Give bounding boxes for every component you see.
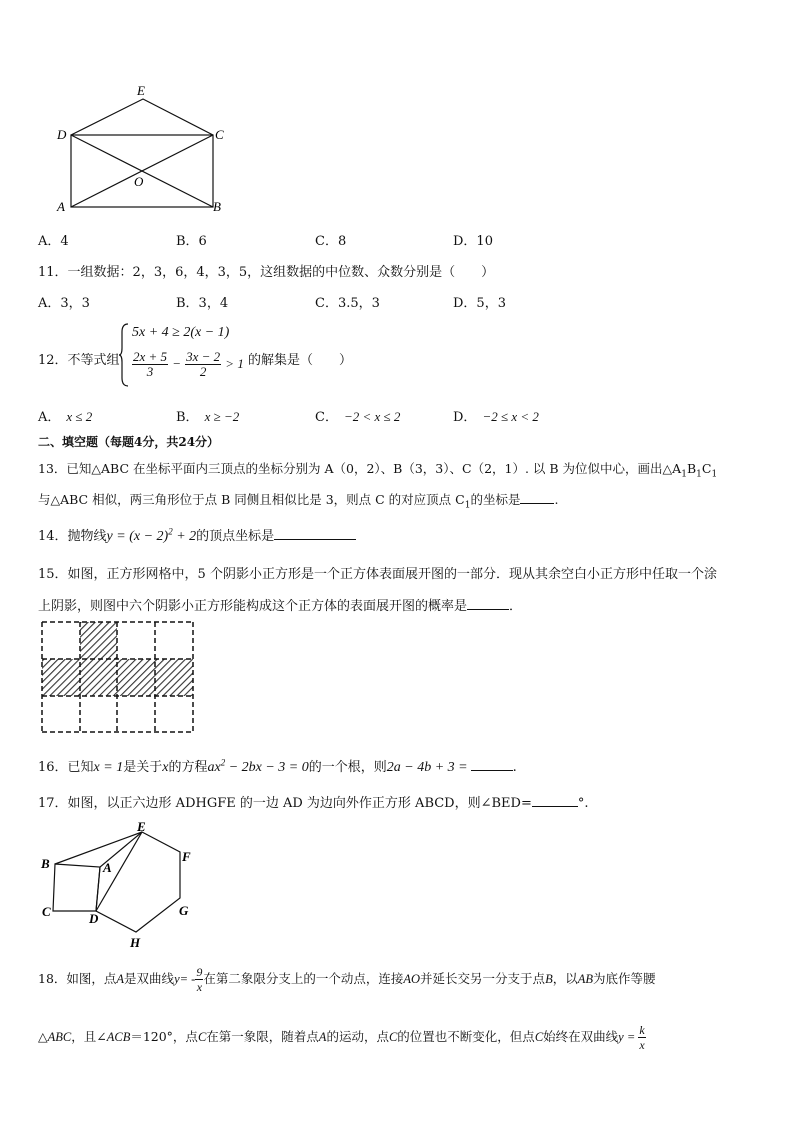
hexagon-adhgfe bbox=[96, 832, 180, 932]
shaded-square-row2-3 bbox=[117, 659, 155, 696]
fig17-label-d: D bbox=[89, 911, 99, 926]
fig17-label-g: G bbox=[179, 903, 189, 918]
q12-suffix: 的解集是（ ） bbox=[248, 353, 353, 368]
q13-answer-blank[interactable] bbox=[520, 491, 554, 504]
q16-answer-blank[interactable] bbox=[471, 758, 513, 771]
fig17-label-b: B bbox=[41, 856, 50, 871]
q12-fraction-2: $\frac{3x - 2}{2}$ bbox=[186, 349, 221, 379]
q12-inequality-1: 5x + 4 ≥ 2(x − 1) bbox=[132, 325, 230, 340]
q12-option-a: A． x ≤ 2 bbox=[38, 409, 93, 425]
q12-option-b: B． x ≥ −2 bbox=[176, 409, 240, 425]
fig17-label-h: H bbox=[130, 935, 141, 950]
q10-option-d: D．10 bbox=[453, 234, 493, 249]
q12-fraction-1: $\frac{2x + 5}{3}$ bbox=[133, 349, 168, 379]
q12-prefix: 12．不等式组 bbox=[38, 353, 120, 368]
fig17-label-c: C bbox=[42, 904, 51, 919]
figure-q17-hexagon-square bbox=[38, 822, 198, 952]
q16-line: 16．已知x = 1是关于x的方程$ax^2 - 2bx - 3 = 0$的一个根，则2a − 4b + 3 = . bbox=[38, 757, 517, 775]
q10-option-c: C．8 bbox=[315, 234, 347, 249]
q13-line1: 13．已知△ABC 在坐标平面内三顶点的坐标分别为 A（0，2）、B（3，3）、C（2，1）. 以 B 为位似中心，画出$\triangle A_1B_1C_1$ bbox=[38, 461, 718, 480]
fig10-label-o: O bbox=[134, 174, 144, 189]
shaded-square-row2-1 bbox=[42, 659, 80, 696]
q10-option-a: A．4 bbox=[38, 234, 69, 249]
shaded-square-top bbox=[80, 622, 117, 659]
q10-option-b: B．6 bbox=[176, 234, 207, 249]
shaded-square-row2-4 bbox=[155, 659, 193, 696]
fig10-label-b: B bbox=[213, 199, 221, 214]
square-abcd bbox=[53, 864, 100, 911]
figure-q10-rectangle bbox=[50, 80, 235, 220]
q11-option-a: A．3，3 bbox=[38, 296, 90, 311]
q18-line1: 18．如图，点A是双曲线y= - $\frac{9}{x}$ 在第二象限分支上的一个动点，连接AO并延长交另一分支于点B，以AB为底作等腰 bbox=[38, 965, 656, 994]
q18-fraction-k-over-x: $\frac{k}{x}$ bbox=[639, 1023, 645, 1052]
q14-answer-blank[interactable] bbox=[274, 527, 356, 540]
fig17-label-e: E bbox=[137, 822, 146, 834]
q12-option-d: D． −2 ≤ x < 2 bbox=[453, 409, 539, 425]
q11-stem: 11．一组数据：2，3，6，4，3，5，这组数据的中位数、众数分别是（ ） bbox=[38, 265, 495, 280]
q11-option-d: D．5，3 bbox=[453, 296, 506, 311]
q12-brace bbox=[118, 322, 130, 388]
section-2-title: 二、填空题（每题4分，共24分） bbox=[38, 435, 220, 449]
fig17-label-f: F bbox=[182, 849, 191, 864]
fig10-label-d: D bbox=[57, 127, 67, 142]
fig10-roof bbox=[71, 99, 213, 135]
fig17-label-a: A bbox=[103, 860, 112, 875]
fig10-label-e: E bbox=[137, 83, 145, 98]
q18-fraction-9-over-x: $\frac{9}{x}$ bbox=[196, 965, 203, 994]
q17-answer-blank[interactable] bbox=[532, 794, 578, 807]
q12-inequality-2: $\frac{2x + 5}{3}$ − $\frac{3x - 2}{2}$ > 1 bbox=[133, 349, 244, 379]
q18-line2: △ABC，且∠ACB＝120°，点C在第一象限，随着点A的运动，点C的位置也不断变化，但点C始终在双曲线y = $\frac{k}{x}$ bbox=[38, 1023, 645, 1052]
figure-q15-grid bbox=[40, 620, 196, 735]
shaded-square-row2-2 bbox=[80, 659, 117, 696]
segment-be bbox=[55, 832, 142, 864]
q13-line2: 与△ABC 相似，两三角形位于点 B 同侧且相似比是 3，则点 C 的对应顶点 $C_1$的坐标是 . bbox=[38, 492, 559, 511]
q15-line1: 15．如图，正方形网格中，5 个阴影小正方形是一个正方体表面展开图的一部分．现从其余空白小正方形中任取一个涂 bbox=[38, 567, 717, 582]
q11-option-b: B．3，4 bbox=[176, 296, 229, 311]
q11-option-c: C．3.5，3 bbox=[315, 296, 380, 311]
q15-answer-blank[interactable] bbox=[467, 597, 509, 610]
fig10-label-c: C bbox=[215, 127, 224, 142]
q15-line2: 上阴影，则图中六个阴影小正方形能构成这个正方体的表面展开图的概率是 ． bbox=[38, 599, 523, 614]
q14-line: 14．抛物线$y = (x - 2)^2 + 2$的顶点坐标是 bbox=[38, 525, 356, 545]
q12-option-c: C． −2 < x ≤ 2 bbox=[315, 409, 401, 425]
q17-line: 17．如图，以正六边形 ADHGFE 的一边 AD 为边向外作正方形 ABCD，则∠BED= °. bbox=[38, 796, 589, 811]
fig10-label-a: A bbox=[57, 199, 65, 214]
